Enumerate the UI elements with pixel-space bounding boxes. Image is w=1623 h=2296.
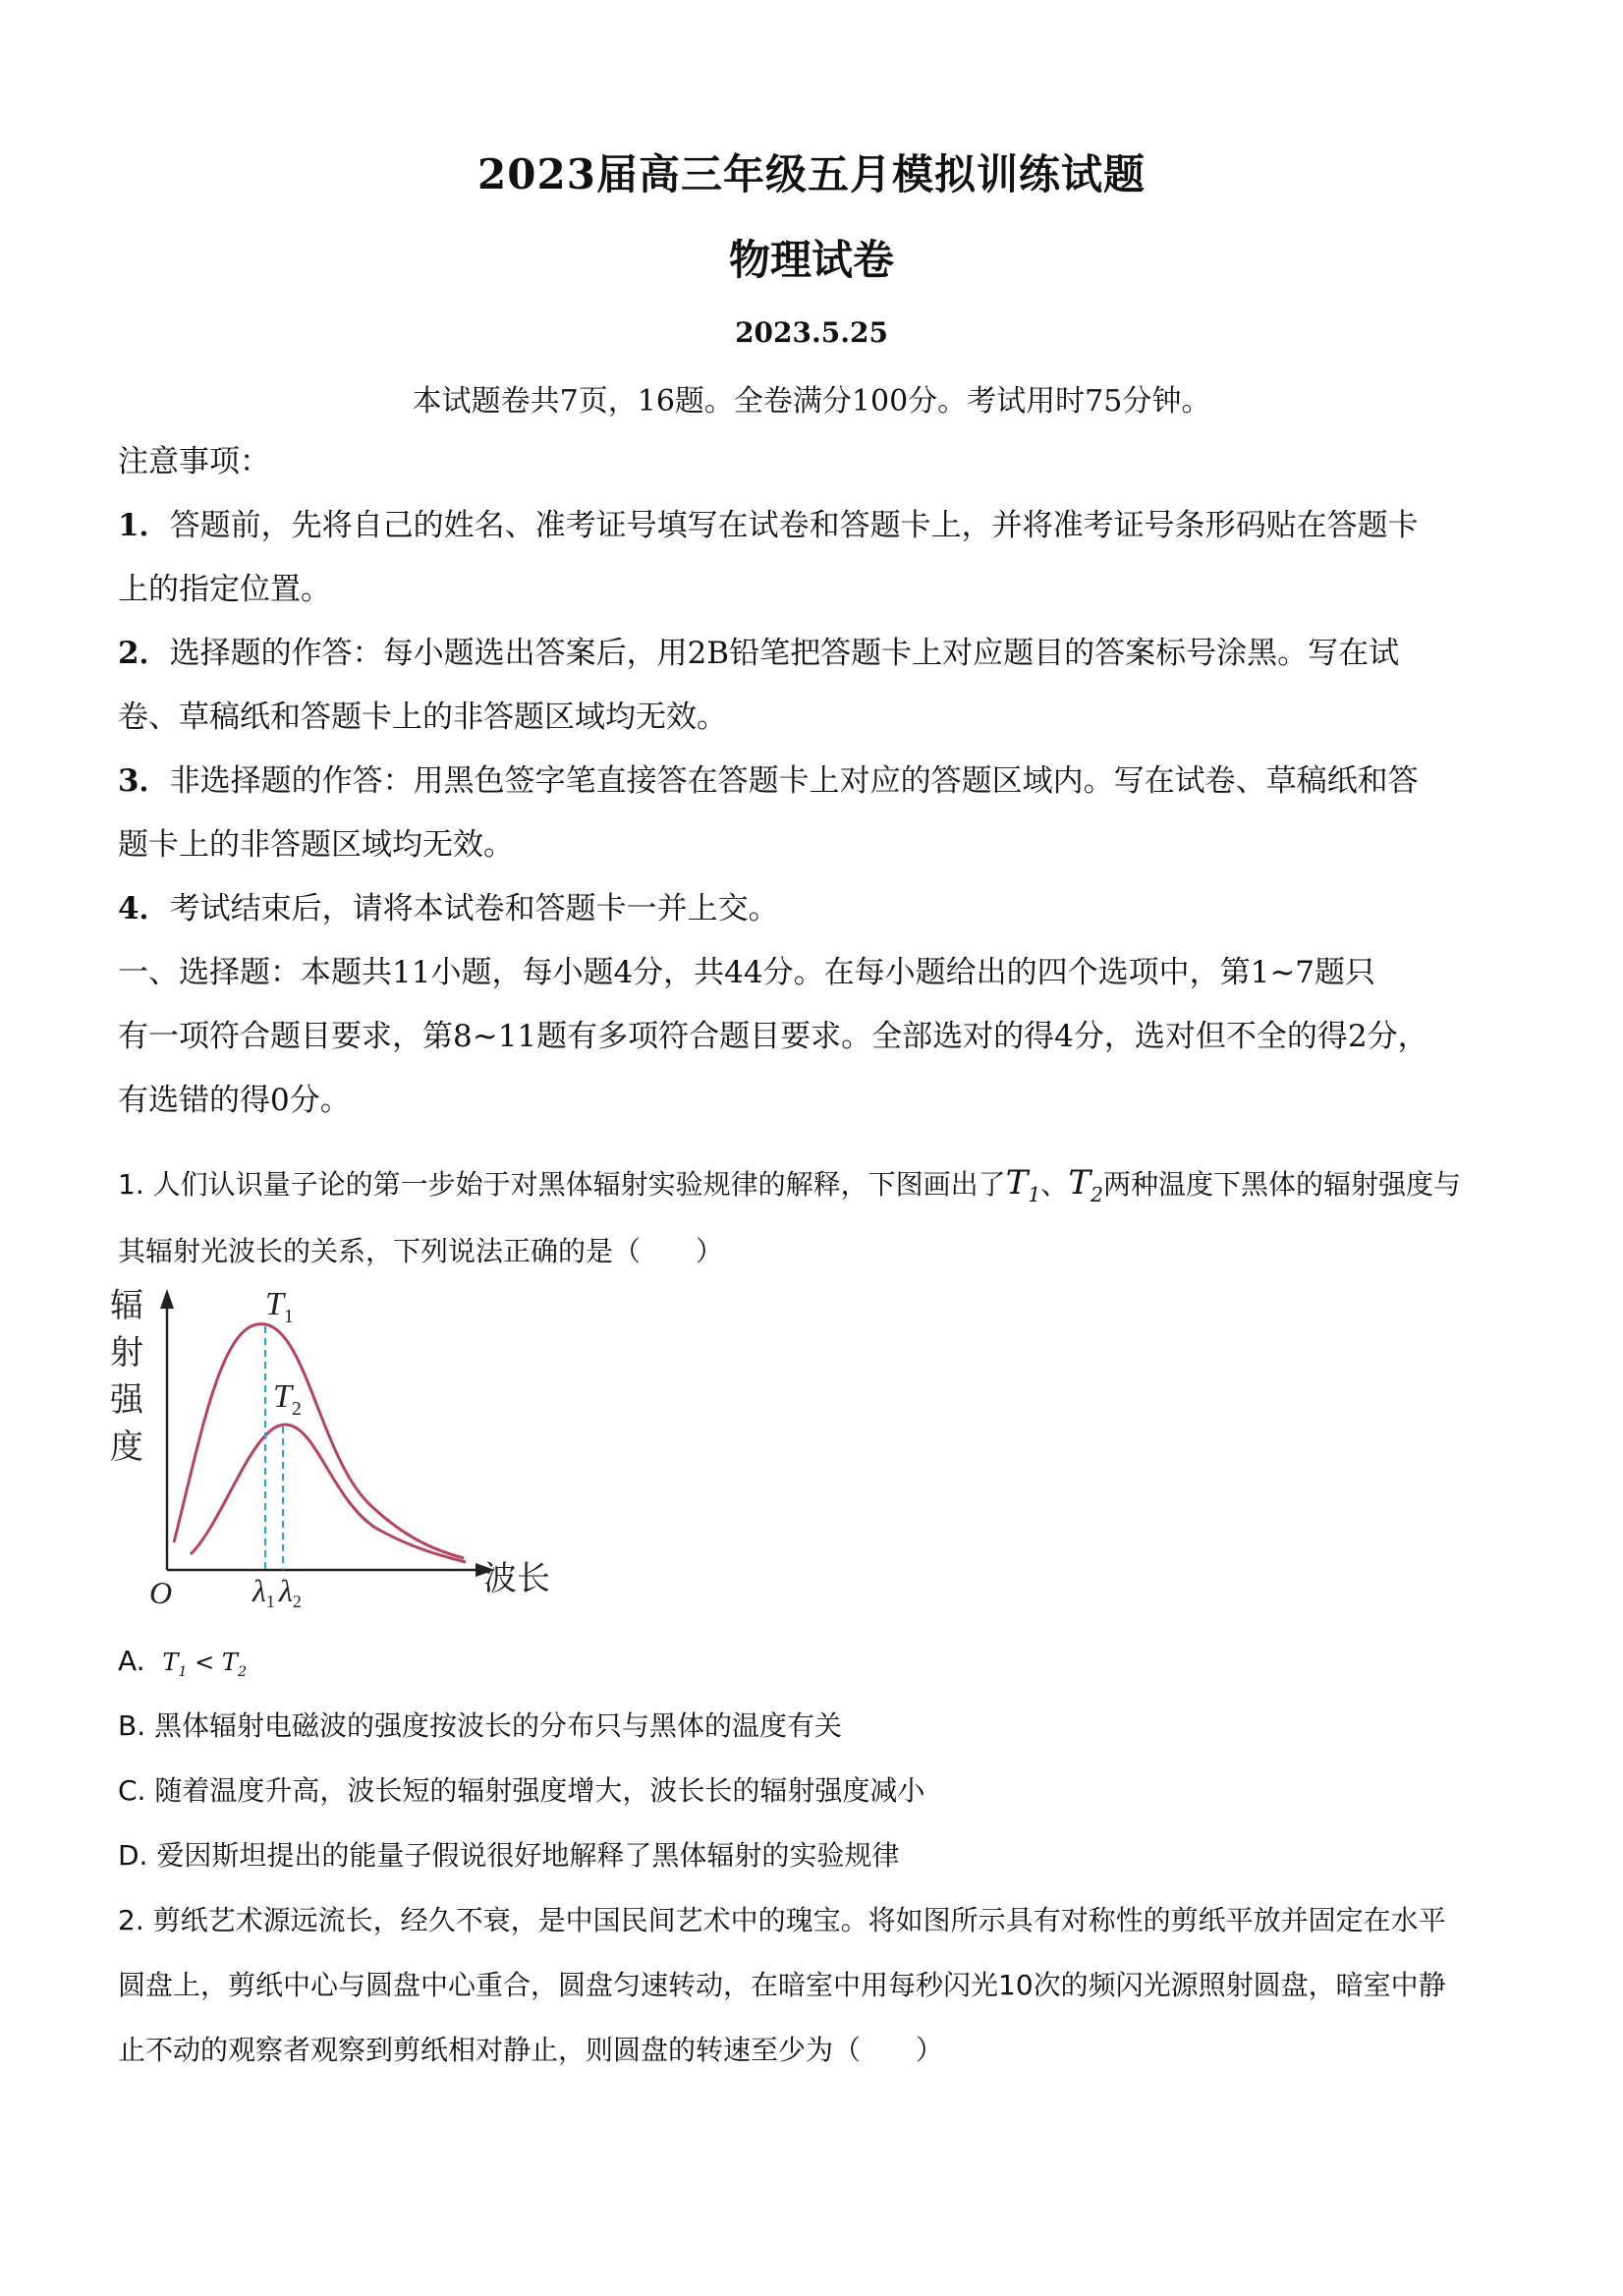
note-1-line-1 (118, 506, 1513, 545)
q1-t2-sub: 2 (1091, 1182, 1103, 1206)
q1-t1-sub: 1 (1028, 1182, 1041, 1206)
curve-t1-letter: T (265, 1286, 284, 1322)
option-a-t1-sub: 1 (178, 1663, 188, 1680)
q1-line-1 (118, 1164, 1513, 1213)
ylabel-char-3: 强 (110, 1382, 143, 1419)
note-2-number: 2． (118, 636, 170, 671)
section-line-2: 有一项符合题目要求，第8~11题有多项符合题目要求。全部选对的得4分，选对但不全的得2分， (118, 1019, 1428, 1054)
q1-t2-letter: T (1068, 1163, 1091, 1203)
exam-subtitle: 物理试卷 (728, 236, 894, 284)
lambda2-label (278, 1573, 302, 1611)
q2-line-1: 2. 剪纸艺术源远流长，经久不衰，是中国民间艺术中的瑰宝。将如图所示具有对称性的剪纸平放并固定在水平 (118, 1904, 1446, 1936)
q1-text-a: 1. 人们认识量子论的第一步始于对黑体辐射实验规律的解释，下图画出了 (118, 1168, 1006, 1201)
ylabel-char-2: 射 (110, 1335, 143, 1372)
note-3-number: 3． (118, 763, 170, 799)
note-2-text-1: 选择题的作答：每小题选出答案后，用2B铅笔把答题卡上对应题目的答案标号涂黑。写在试 (169, 636, 1400, 671)
q1-option-c: C. 随着温度升高，波长短的辐射强度增大，波长长的辐射强度减小 (118, 1774, 925, 1807)
lambda1-sub: 1 (265, 1592, 275, 1611)
option-a-math (162, 1649, 248, 1680)
q1-t2 (1068, 1163, 1103, 1206)
note-1-text-1: 答题前，先将自己的姓名、准考证号填写在试卷和答题卡上，并将准考证号条形码贴在答题卡 (169, 508, 1419, 543)
section-line-1: 一、选择题：本题共11小题，每小题4分，共44分。在每小题给出的四个选项中，第1~7题只 (118, 955, 1376, 990)
note-3-text-1: 非选择题的作答：用黑色签字笔直接答在答题卡上对应的答题区域内。写在试卷、草稿纸和答 (169, 763, 1419, 799)
option-a-lt: < (187, 1649, 222, 1676)
exam-title: 2023届高三年级五月模拟训练试题 (477, 150, 1146, 198)
note-4-number: 4． (118, 891, 170, 926)
lambda2-letter: λ (279, 1573, 293, 1608)
q1-t1 (1005, 1163, 1041, 1206)
curve-t1-label (265, 1286, 294, 1327)
lambda1-letter: λ (252, 1573, 266, 1608)
note-4-line-1 (118, 889, 1513, 928)
exam-meta: 本试题卷共7页，16题。全卷满分100分。考试用时75分钟。 (412, 384, 1211, 419)
origin-label: O (149, 1575, 173, 1610)
blackbody-figure (110, 1277, 572, 1611)
q1-t1-letter: T (1005, 1163, 1029, 1203)
curve-t2-label (273, 1378, 302, 1420)
curve-t1-sub: 1 (283, 1306, 294, 1327)
curve-t1 (174, 1324, 464, 1558)
option-a-t2-sub: 2 (237, 1663, 248, 1680)
exam-date: 2023.5.25 (735, 316, 888, 349)
note-1-line-2: 上的指定位置。 (118, 572, 331, 607)
ylabel-char-4: 度 (110, 1429, 143, 1466)
q2-line-3: 止不动的观察者观察到剪纸相对静止，则圆盘的转速至少为（ ） (118, 2034, 944, 2066)
note-3-line-2: 题卡上的非答题区域均无效。 (118, 827, 514, 863)
y-axis-arrow (160, 1289, 174, 1309)
lambda1-label (252, 1573, 275, 1611)
xlabel: 波长 (483, 1561, 550, 1597)
lambda2-sub: 2 (292, 1592, 302, 1611)
q2-line-2: 圆盘上，剪纸中心与圆盘中心重合，圆盘匀速转动，在暗室中用每秒闪光10次的频闪光源照射圆盘，暗室中静 (118, 1969, 1446, 2001)
q1-option-a (118, 1643, 1513, 1691)
section-line-3: 有选错的得0分。 (118, 1083, 351, 1118)
note-4-text-1: 考试结束后，请将本试卷和答题卡一并上交。 (169, 891, 779, 926)
q1-option-d: D. 爱因斯坦提出的能量子假说很好地解释了黑体辐射的实验规律 (118, 1839, 900, 1872)
curve-t2 (191, 1425, 466, 1562)
note-2-line-1 (118, 634, 1513, 673)
q1-sep: 、 (1040, 1168, 1069, 1201)
note-1-number: 1． (118, 508, 170, 543)
q1-line-2: 其辐射光波长的关系，下列说法正确的是（ ） (118, 1235, 724, 1267)
note-2-line-2: 卷、草稿纸和答题卡上的非答题区域均无效。 (118, 700, 727, 735)
option-a-t2: T (221, 1649, 238, 1676)
note-3-line-1 (118, 761, 1513, 801)
option-a-t1: T (162, 1649, 179, 1676)
q1-option-b: B. 黑体辐射电磁波的强度按波长的分布只与黑体的温度有关 (118, 1709, 843, 1742)
notes-heading: 注意事项： (118, 444, 270, 479)
ylabel-char-1: 辐 (110, 1288, 143, 1324)
q1-text-b: 两种温度下黑体的辐射强度与 (1102, 1168, 1461, 1201)
option-a-label: A. (118, 1645, 145, 1677)
curve-t2-sub: 2 (291, 1398, 302, 1420)
curve-t2-letter: T (273, 1378, 292, 1415)
